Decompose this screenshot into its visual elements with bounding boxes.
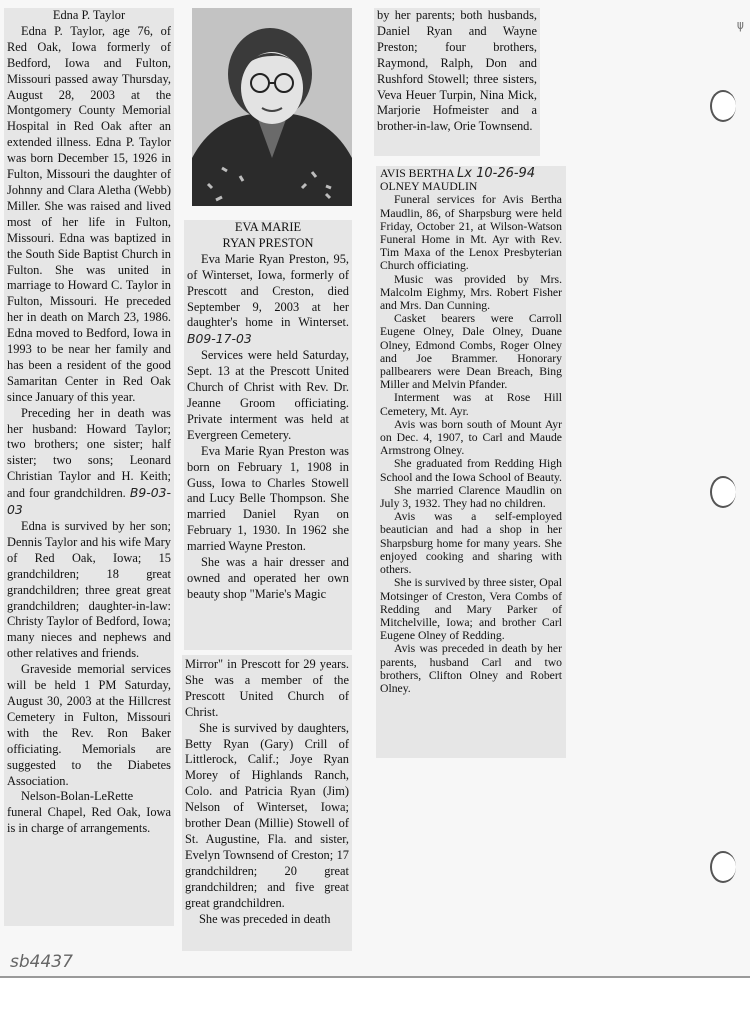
corner-mark: ψ: [736, 18, 744, 32]
paragraph: Nelson-Bolan-LeRette funeral Chapel, Red Oak, Iowa is in charge of arrangements.: [7, 789, 171, 836]
binder-hole: [710, 851, 736, 883]
paragraph: Edna is survived by her son; Dennis Taylor and his wife Mary of Red Oak, Iowa; 15 grandchildren; 18 great grandchildren; three great great grandchildren; daughter-in-law: Christy Taylor of Bedford, Iowa; many nieces and nephews and other relatives and friends.: [7, 519, 171, 661]
obituary-title: OLNEY MAUDLIN: [380, 180, 478, 194]
paragraph: Edna P. Taylor, age 76, of Red Oak, Iowa formerly of Bedford, Iowa and Fulton, Missouri passed away Thursday, August 28, 2003 at the Montgomery County Memorial Hospital in Red Oak after an extended illness. Edna P. Taylor was born December 15, 1926 in Fulton, Missouri the daughter of Johnny and Clara Aletha (Webb) Miller. She was raised and lived most of her life in Fulton, Missouri. Edna was baptized in the South Side Baptist Church in Fulton. She was united in marriage to Howard C. Taylor in Fulton, Missouri. He preceded her in death on March 23, 1986. Edna moved to Bedford, Iowa in 1993 to be near her family and has been a resident of the good Samaritan Center in Red Oak since January of this year.: [7, 23, 171, 404]
footer-catalog-mark: sb4437: [10, 952, 73, 972]
paragraph: Avis was preceded in death by her parents, husband Carl and two brothers, Clifton Olney and Robert Olney.: [380, 642, 562, 695]
paragraph: Interment was at Rose Hill Cemetery, Mt. Ayr.: [380, 391, 562, 418]
obituary-avis-maudlin: [376, 166, 566, 758]
paragraph: She is survived by daughters, Betty Ryan (Gary) Crill of Littlerock, Calif.; Joye Ryan Morey of Highlands Ranch, Colo. and Patricia Ryan (Jim) Nelson of Winterset, Iowa; brother Dean (Millie) Stowell of St. Augustine, Fla. and sister, Evelyn Townsend of Creston; 17 grandchildren; 20 great grandchildren; and five great great grandchildren.: [185, 720, 349, 910]
paragraph: Services were held Saturday, Sept. 13 at the Prescott United Church of Christ with Rev. Dr. Jeanne Groom officiating. Private interment was held at Evergreen Cemetery.: [187, 348, 349, 442]
paragraph: Eva Marie Ryan Preston, 95, of Winterset, Iowa, formerly of Prescott and Creston, died September 9, 2003 at her daughter's home in Winterset. B09-17-03: [187, 251, 349, 347]
paragraph: She graduated from Redding High School and the Iowa School of Beauty.: [380, 457, 562, 484]
paragraph: Funeral services for Avis Bertha Maudlin, 86, of Sharpsburg were held Friday, October 21, at Wilson-Watson Funeral Home in Mt. Ayr with Rev. Tim Maxa of the Lenox Presbyterian Church officiating.: [380, 193, 562, 273]
obituary-eva-preston-conclusion: [374, 8, 540, 156]
paragraph: Avis was a self-employed beautician and had a shop in her Sharpsburg home for many years. She enjoyed cooking and sharing with others.: [380, 510, 562, 577]
paragraph: She was a hair dresser and owned and operated her own beauty shop "Marie's Magic: [187, 555, 349, 601]
binder-hole: [710, 90, 736, 122]
paragraph: Avis was born south of Mount Ayr on Dec. 4, 1907, to Carl and Maude Armstrong Olney.: [380, 417, 562, 458]
obituary-edna-taylor: [4, 8, 174, 926]
obituary-title: EVA MARIE: [234, 220, 302, 234]
obituary-title: Edna P. Taylor: [52, 8, 126, 22]
portrait-photo: [192, 8, 352, 206]
paragraph: She married Clarence Maudlin on July 3, 1932. They had no children.: [380, 483, 562, 511]
handwritten-date: Lx 10-26-94: [457, 166, 536, 181]
paragraph: She was preceded in death: [199, 911, 331, 926]
paragraph: Preceding her in death was her husband: Howard Taylor; two brothers; one sister; half sister; two sons; Leonard Christian Taylor and H. Keith; and four grandchildren. B9-03-03: [7, 405, 171, 518]
binder-hole: [710, 476, 736, 508]
page-edge: [0, 976, 750, 978]
portrait-image: [192, 8, 352, 206]
handwritten-date: B9-03-03: [7, 485, 171, 518]
paragraph: Graveside memorial services will be held 1 PM Saturday, August 30, 2003 at the Hillcrest Cemetery in Fulton, Missouri with the Rev. Ron Baker officiating. Memorials are suggested to the Diabetes Association.: [7, 662, 171, 788]
paragraph: Eva Marie Ryan Preston was born on February 1, 1908 in Guss, Iowa to Charles Stowell and Lucy Belle Thompson. She married Daniel Ryan on February 1, 1930. In 1962 she married Wayne Preston.: [187, 443, 349, 554]
paragraph: Mirror" in Prescott for 29 years. She was a member of the Prescott United Church of Christ.: [185, 657, 349, 719]
paragraph: by her parents; both husbands, Daniel Ryan and Wayne Preston; four brothers, Raymond, Ralph, Don and Rushford Stowell; three sisters, Veva Heuer Turpin, Nina Mick, Marjorie Hofmeister and a brother-in-law, Orie Townsend.: [377, 8, 537, 134]
paragraph: She is survived by three sister, Opal Motsinger of Creston, Vera Combs of Redding and Mary Parker of Mitchelville, Iowa; and brother Carl Eugene Olney of Redding.: [380, 576, 562, 643]
obituary-eva-preston: [184, 220, 352, 650]
paragraph: Casket bearers were Carroll Eugene Olney, Dale Olney, Duane Olney, Edmond Combs, Roger Olney and Joe Brammer. Honorary pallbearers were Dean Breach, Bing Miller and Melvin Pfander.: [380, 312, 562, 392]
paragraph: Music was provided by Mrs. Malcolm Eighmy, Mrs. Robert Fisher and Mrs. Dan Cunning.: [380, 272, 562, 313]
handwritten-date: B09-17-03: [187, 331, 252, 347]
obituary-title: RYAN PRESTON: [222, 235, 314, 250]
obituary-eva-preston-continued: [182, 655, 352, 951]
obituary-title: AVIS BERTHA Lx 10-26-94: [380, 166, 536, 181]
